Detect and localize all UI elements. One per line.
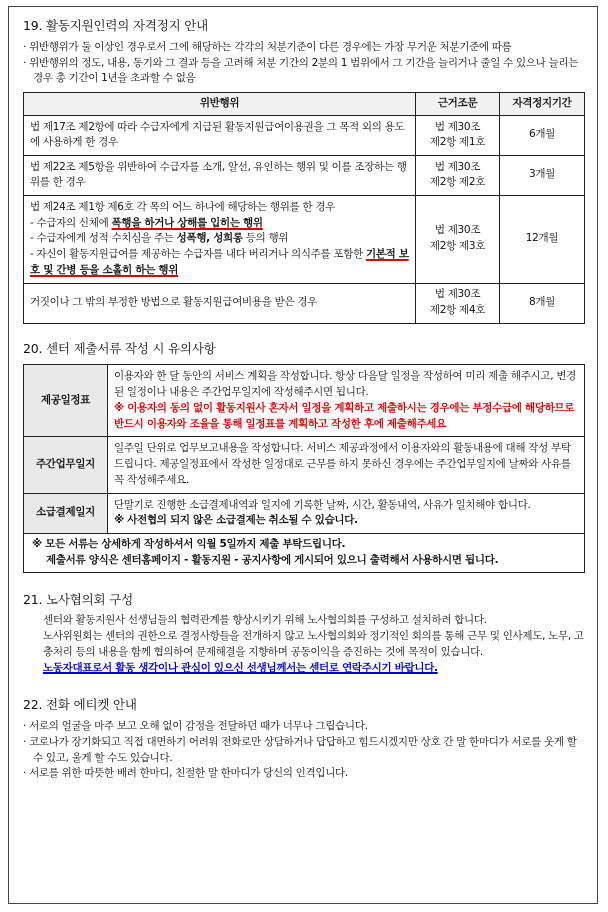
table-row	[24, 155, 585, 195]
table-row	[24, 534, 585, 573]
s21-contact-line	[23, 661, 585, 677]
s22-bullet-3: · 서로를 위한 따뜻한 배려 한마디, 친절한 말 한마디가 당신의 인격입니다.	[23, 767, 348, 780]
violation-cell: 법 제24조 제1항 제6호 각 목의 어느 하나에 해당하는 행위를 한 경우 - 수급자의 신체에 폭행을 하거나 상해를 입히는 행위 - 수급자에게 성적 수치심을 주는 성폭행, 성희롱 등의 행위 - 자신이 활동지원급여를 제공하는 수급자를 내다 버리거나 의식주를 포함한 기본적 보호 및 간병 등을 소홀히 하는 행위	[24, 195, 416, 283]
emphasis-sexual: 성폭행, 성희롱	[176, 232, 243, 245]
s21-paragraph-2: 노사위원회는 센터의 권한으로 결정사항들을 전개하지 않고 노사협의회와 정기적인 회의를 통해 근무 및 인사제도, 노무, 고충처리 등의 내용을 함께 협의하여 문제해결을 지향하며 공동이익을 증진하는 것에 목적이 있습니다.	[43, 630, 584, 658]
footer-note: ※ 모든 서류는 상세하게 작성하셔서 익월 5일까지 제출 부탁드립니다. 제출서류 양식은 센터홈페이지 - 활동지원 - 공지사항에 게시되어 있으니 출력해서 사용하시면 됩니다.	[24, 534, 585, 573]
section-21-title: 21. 노사협의회 구성	[23, 591, 133, 607]
col-header-violation: 위반행위	[24, 93, 416, 116]
s22-bullet-2: · 코로나가 장기화되고 직접 대면하기 어려워 전화로만 상담하거나 답답하고 힘드시겠지만 상호 간 말 한마디가 서로를 웃게 할 수 있고, 울게 할 수도 있습니다.	[23, 735, 577, 764]
table-row	[24, 437, 585, 493]
submission-table	[23, 364, 585, 572]
table-row	[24, 195, 585, 283]
violation-cell: 거짓이나 그 밖의 부정한 방법으로 활동지원급여비용을 받은 경우	[24, 283, 416, 323]
section-20-title: 20. 센터 제출서류 작성 시 유의사항	[23, 340, 216, 356]
violation-cell: 법 제22조 제5항을 위반하여 수급자를 소개, 알선, 유인하는 행위 및 이를 조장하는 행위를 한 경우	[24, 155, 416, 195]
contact-notice: 노동자대표로서 활동 생각이나 관심이 있으신 선생님께서는 센터로 연락주시기 바랍니다.	[43, 661, 438, 674]
section-22-title: 22. 전화 에티켓 안내	[23, 697, 137, 713]
period-cell: 8개월	[500, 283, 585, 323]
emphasis-assault: 폭행을 하거나 상해를 입히는 행위	[111, 216, 263, 229]
weekly-content: 일주일 단위로 업무보고내용을 작성합니다. 서비스 제공과정에서 이용자와의 활동내용에 대해 작성 부탁드립니다. 제공일정표에서 작성한 일정대로 근무를 하지 못하신 경우에는 주간업무일지에 날짜와 사유를 꼭 작성해주세요.	[108, 437, 585, 493]
label-weekly: 주간업무일지	[24, 437, 108, 493]
plan-warning: ※ 이용자의 동의 없이 활동지원사 혼자서 일정을 계획하고 제출하시는 경우에는 부정수급에 해당하므로 반드시 이용자와 조율을 통해 일정표를 계획하고 작성한 후에 제출해주세요	[114, 401, 575, 430]
basis-cell: 법 제30조 제2항 제2호	[416, 155, 500, 195]
document-page	[8, 6, 598, 904]
settle-note: ※ 사전협의 되지 않은 소급결제는 취소될 수 있습니다.	[114, 514, 358, 527]
table-header-row	[24, 93, 585, 116]
s19-bullet-1: · 위반행위가 둘 이상인 경우로서 그에 해당하는 각각의 처분기준이 다른 경우에는 가장 무거운 처분기준에 따름	[23, 40, 512, 53]
table-row	[24, 283, 585, 323]
col-header-period: 자격정지기간	[500, 93, 585, 116]
settle-content: 단말기로 진행한 소급결제내역과 일지에 기록한 날짜, 시간, 활동내역, 사유가 일치해야 합니다. ※ 사전협의 되지 않은 소급결제는 취소될 수 있습니다.	[108, 493, 585, 534]
suspension-table	[23, 92, 585, 324]
period-cell: 12개월	[500, 195, 585, 283]
violation-cell: 법 제17조 제2항에 따라 수급자에게 지급된 활동지원급여이용권을 그 목적 외의 용도에 사용하게 한 경우	[24, 115, 416, 155]
s22-bullet-1: · 서로의 얼굴을 마주 보고 오해 없이 감정을 전달하던 때가 너무나 그립습니다.	[23, 720, 368, 732]
s19-bullet-2: · 위반행위의 정도, 내용, 동기와 그 결과 등을 고려해 처분 기간의 2분의 1 범위에서 그 기간을 늘리거나 줄일 수 있으나 늘리는 경우 총 기간이 1년을 초과할 수 없음	[23, 56, 579, 85]
basis-cell: 법 제30조 제2항 제1호	[416, 115, 500, 155]
label-settle: 소급결제일지	[24, 493, 108, 534]
table-row	[24, 115, 585, 155]
table-row	[24, 493, 585, 534]
col-header-basis: 근거조문	[416, 93, 500, 116]
emphasis-neglect: 기본적 보호 및 간병 등을 소홀히 하는 행위	[30, 248, 409, 276]
period-cell: 3개월	[500, 155, 585, 195]
basis-cell: 법 제30조 제2항 제4호	[416, 283, 500, 323]
label-plan: 제공일정표	[24, 365, 108, 437]
table-row	[24, 365, 585, 437]
basis-cell: 법 제30조 제2항 제3호	[416, 195, 500, 283]
section-19-title: 19. 활동지원인력의 자격정지 안내	[23, 18, 208, 33]
plan-content: 이용자와 한 달 동안의 서비스 계획을 작성합니다. 항상 다음달 일정을 작성하여 미리 제출 해주시고, 변경된 일정이나 내용은 주간업무일지에 작성해주시면 됩니다. ※ 이용자의 동의 없이 활동지원사 혼자서 일정을 계획하고 제출하시는 경우에는 부정수급에 해당하므로 반드시 이용자와 조율을 통해 일정표를 계획하고 작성한 후에 제출해주세요	[108, 365, 585, 437]
period-cell: 6개월	[500, 115, 585, 155]
s21-paragraph-1: 센터와 활동지원사 선생님들의 협력관계를 향상시키기 위해 노사협의회를 구성하고 설치하려 합니다.	[43, 614, 487, 627]
